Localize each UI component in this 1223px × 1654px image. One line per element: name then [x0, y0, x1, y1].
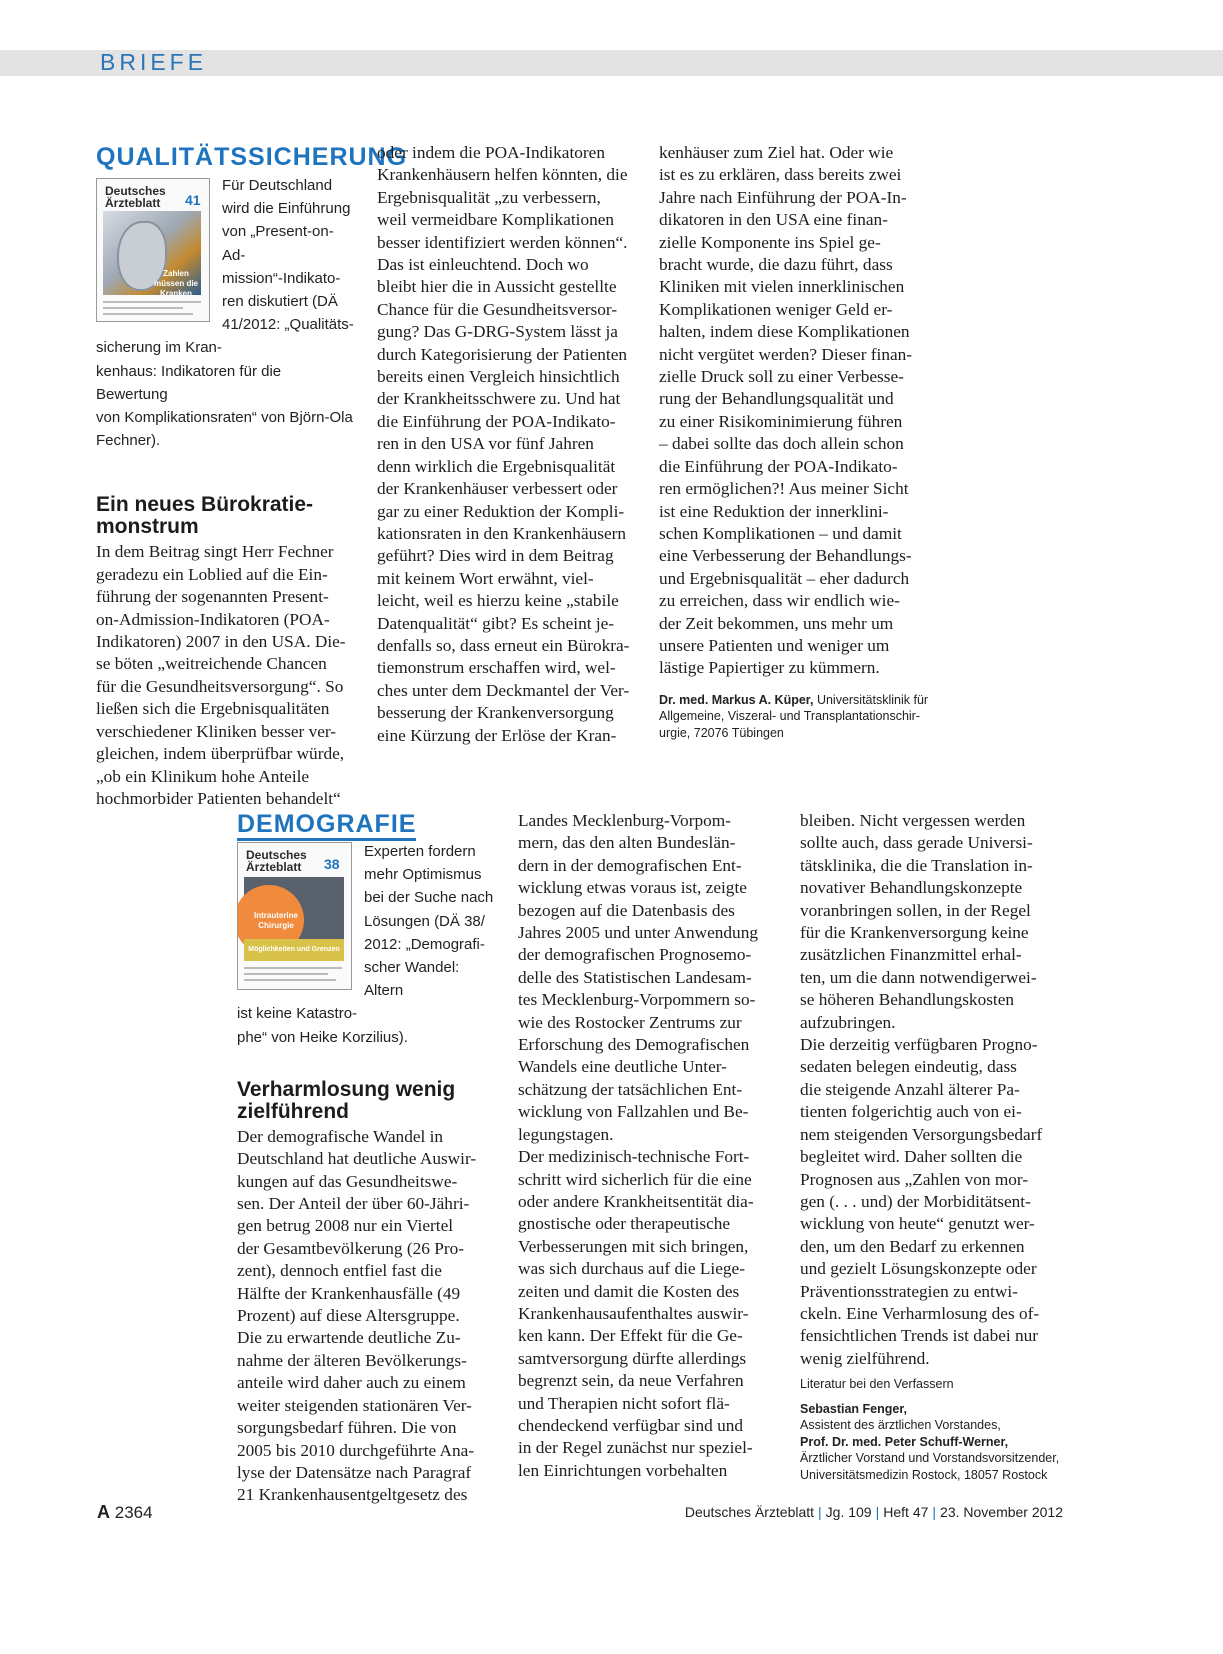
- text-line: sen. Der Anteil der über 60-Jähri-: [237, 1194, 470, 1214]
- text-line: Datenqualität“ gibt? Es scheint je-: [377, 613, 615, 633]
- letter1-rubric: QUALITÄTSSICHERUNG: [96, 143, 408, 171]
- text-line: schen Komplikationen – und damit: [659, 523, 902, 543]
- text-line: samtversorgung dürfte allerdings: [518, 1348, 747, 1368]
- text-line: „ob ein Klinikum hohe Anteile: [96, 766, 310, 786]
- text-line: In dem Beitrag singt Herr Fechner: [96, 542, 334, 562]
- text-line: gung? Das G-DRG-System lässt ja: [377, 322, 618, 342]
- text-line: was sich durchaus auf die Liege-: [518, 1259, 745, 1279]
- letter1-column-2: [377, 142, 639, 747]
- text-line: dern in der demografischen Ent-: [518, 855, 742, 875]
- text-line: der Krankheitsschwere zu. Und hat: [377, 389, 621, 409]
- intro-line: ren diskutiert (DÄ: [222, 293, 338, 311]
- author-name: Sebastian Fenger,: [800, 1401, 907, 1416]
- intro-line: wird die Einführung: [222, 200, 351, 218]
- text-line: ten, um die dann notwendigerwei-: [800, 967, 1037, 987]
- text-line: gar zu einer Reduktion der Kompli-: [377, 501, 625, 521]
- text-line: novativer Behandlungskonzepte: [800, 878, 1023, 898]
- text-line: leicht, weil es hierzu keine „stabile: [377, 591, 619, 611]
- text-line: zu einer Risikominimierung führen: [659, 411, 903, 431]
- text-line: und Therapien nicht sofort flä-: [518, 1393, 730, 1413]
- text-line: rung der Behandlungsqualität und: [659, 389, 894, 409]
- text-line: dikatoren in den USA eine finan-: [659, 210, 888, 230]
- footer-date: 23. November 2012: [940, 1504, 1063, 1520]
- text-line: der Gesamtbevölkerung (26 Pro-: [237, 1238, 464, 1258]
- cover-issue-number: 41: [185, 192, 201, 208]
- text-line: nem steigenden Versorgungsbedarf: [800, 1124, 1043, 1144]
- text-line: die Einführung der POA-Indikato-: [659, 456, 898, 476]
- intro-line: Lösungen (DÄ 38/: [364, 912, 485, 930]
- intro-line: Für Deutschland: [222, 177, 333, 194]
- text-line: Die derzeitig verfügbaren Progno-: [800, 1035, 1038, 1055]
- letter2-column-3: [800, 810, 1072, 1483]
- text-line: 21 Krankenhausentgeltgesetz des: [237, 1485, 468, 1505]
- letter1-signature: [659, 692, 929, 742]
- text-line: geradezu ein Loblied auf die Ein-: [96, 564, 328, 584]
- letter2-body-col3: [800, 810, 1072, 1370]
- letter1-body-col3: [659, 142, 929, 680]
- text-line: bezogen auf die Datenbasis des: [518, 900, 735, 920]
- text-line: chendeckend verfügbar sind und: [518, 1415, 744, 1435]
- text-line: kungen auf das Gesundheitswe-: [237, 1171, 458, 1191]
- text-line: der Zeit bekommen, uns mehr um: [659, 613, 894, 633]
- page-number: A 2364: [97, 1502, 153, 1522]
- intro-line: 41/2012: „Qualitäts-: [222, 316, 354, 334]
- text-line: bereits einen Vergleich hinsichtlich: [377, 367, 620, 387]
- text-line: Jahre nach Einführung der POA-In-: [659, 187, 907, 207]
- text-line: oder indem die POA-Indikatoren: [377, 143, 605, 162]
- text-line: zielle Komponente ins Spiel ge-: [659, 232, 881, 252]
- text-line: wicklung von Fallzahlen und Be-: [518, 1102, 749, 1122]
- author-affiliation: Allgemeine, Viszeral- und Transplantationschir-: [659, 709, 921, 724]
- text-line: Hälfte der Krankenhausfälle (49: [237, 1283, 461, 1303]
- text-line: ken kann. Der Effekt für die Ge-: [518, 1326, 743, 1346]
- cover-footer-line: [103, 313, 193, 315]
- text-line: Prognosen aus „Zahlen von mor-: [800, 1169, 1029, 1189]
- text-line: mern, das den alten Bundeslän-: [518, 833, 736, 853]
- author-name: Prof. Dr. med. Peter Schuff-Werner,: [800, 1434, 1009, 1449]
- text-line: zent), dennoch entfiel fast die: [237, 1261, 442, 1281]
- text-line: tiemonstrum erschaffen wird, wel-: [377, 658, 616, 678]
- letter2-rubric: DEMOGRAFIE: [237, 810, 499, 838]
- text-line: mit keinem Wort erwähnt, viel-: [377, 568, 594, 588]
- text-line: den, um den Bedarf zu erkennen: [800, 1236, 1025, 1256]
- text-line: 2005 bis 2010 durchgeführte Ana-: [237, 1440, 475, 1460]
- text-line: lyse der Datensätze nach Paragraf: [237, 1462, 472, 1482]
- text-line: Der demografische Wandel in: [237, 1126, 444, 1146]
- footer-journal: Deutsches Ärzteblatt: [684, 1504, 815, 1520]
- text-line: kenhäuser zum Ziel hat. Oder wie: [659, 143, 894, 162]
- text-line: Chance für die Gesundheitsversor-: [377, 299, 618, 319]
- text-line: on-Admission-Indikatoren (POA-: [96, 609, 330, 629]
- cover-masthead: Deutsches Ärzteblatt: [246, 848, 307, 874]
- letter2-column-1: [237, 810, 499, 1507]
- text-line: für die Gesundheitsversorgung“. So: [96, 676, 344, 696]
- intro-line: phe“ von Heike Korzilius).: [237, 1028, 408, 1046]
- text-line: bleibt hier die in Aussicht gestellte: [377, 277, 617, 297]
- text-line: Krankenhäusern helfen könnten, die: [377, 165, 628, 185]
- text-line: halten, indem diese Komplikationen: [659, 322, 910, 342]
- text-line: nahme der älteren Bevölkerungs-: [237, 1350, 467, 1370]
- cover-subtitle: Zahlen müssen die Kranken: [153, 269, 198, 298]
- text-line: ren ermöglichen?! Aus meiner Sicht: [659, 479, 909, 499]
- text-line: legungstagen.: [518, 1124, 614, 1144]
- author-name: Dr. med. Markus A. Küper,: [659, 692, 814, 707]
- intro-line: von Komplikationsraten“ von Björn-Ola: [96, 409, 353, 427]
- footer-separator: |: [818, 1504, 822, 1520]
- text-line: aufzubringen.: [800, 1012, 896, 1032]
- intro-line: mehr Optimismus: [364, 866, 482, 884]
- text-line: Die zu erwartende deutliche Zu-: [237, 1328, 461, 1348]
- text-line: besser identifiziert werden können“.: [377, 232, 628, 252]
- text-line: Das ist einleuchtend. Doch wo: [377, 255, 589, 275]
- cover-image: [103, 211, 201, 298]
- letter2-signature: [800, 1401, 1072, 1484]
- text-line: se böten „weitreichende Chancen: [96, 654, 327, 674]
- text-line: Erforschung des Demografischen: [518, 1035, 750, 1055]
- text-line: nicht vergütet werden? Dieser finan-: [659, 344, 913, 364]
- author-address: Universitätsmedizin Rostock, 18057 Rostock: [800, 1467, 1048, 1482]
- text-line: zusätzlichen Finanzmittel erhal-: [800, 945, 1022, 965]
- text-line: wie des Rostocker Zentrums zur: [518, 1012, 742, 1032]
- text-line: denn wirklich die Ergebnisqualität: [377, 456, 616, 476]
- text-line: sedaten belegen eindeutig, dass: [800, 1057, 1017, 1077]
- text-line: führung der sogenannten Present-: [96, 587, 329, 607]
- intro-line: Fechner).: [96, 432, 161, 450]
- text-line: weiter steigenden stationären Ver-: [237, 1395, 472, 1415]
- text-line: sollte auch, dass gerade Universi-: [800, 833, 1033, 853]
- section-title: BRIEFE: [100, 49, 208, 75]
- letter1-cover-thumbnail: [96, 178, 210, 322]
- letter2-cover-thumbnail: [237, 842, 352, 990]
- footer-separator: |: [932, 1504, 937, 1520]
- intro-line: Experten fordern: [364, 843, 476, 860]
- text-line: der Krankenhäuser verbessert oder: [377, 479, 618, 499]
- text-line: zu erreichen, dass wir endlich wie-: [659, 591, 900, 611]
- text-line: weil vermeidbare Komplikationen: [377, 210, 615, 230]
- text-line: ließen sich die Ergebnisqualitäten: [96, 699, 330, 719]
- text-line: tätsklinika, die die Translation in-: [800, 855, 1033, 875]
- text-line: in der Regel zunächst nur speziel-: [518, 1438, 753, 1458]
- cover-subtitle: Möglichkeiten und Grenzen: [248, 946, 340, 953]
- text-line: wenig zielführend.: [800, 1348, 930, 1368]
- text-line: bracht wurde, die dazu führt, dass: [659, 255, 893, 275]
- text-line: voranbringen sollen, in der Regel: [800, 900, 1031, 920]
- text-line: geführt? Dies wird in dem Beitrag: [377, 546, 614, 566]
- text-line: gnostische oder therapeutische: [518, 1214, 731, 1234]
- text-line: Jahres 2005 und unter Anwendung: [518, 923, 758, 943]
- text-line: Ergebnisqualität „zu verbessern,: [377, 187, 601, 207]
- text-line: ist eine Reduktion der innerklini-: [659, 501, 889, 521]
- text-line: eine Kürzung der Erlöse der Kran-: [377, 725, 617, 745]
- footer-volume: Jg. 109: [825, 1504, 872, 1520]
- intro-line: 2012: „Demografi-: [364, 935, 485, 953]
- cover-masthead: Deutsches Ärzteblatt: [105, 184, 166, 210]
- text-line: se höheren Behandlungskosten: [800, 990, 1015, 1010]
- text-line: der demografischen Prognosemo-: [518, 945, 752, 965]
- author-affiliation: Universitätsklinik für: [816, 692, 929, 707]
- letter2-body-col1: [237, 1126, 499, 1507]
- letter1-column-3: [659, 142, 929, 741]
- text-line: gen betrug 2008 nur ein Viertel: [237, 1216, 454, 1236]
- text-line: verschiedener Kliniken besser ver-: [96, 721, 337, 741]
- text-line: zielle Druck soll zu einer Verbesse-: [659, 367, 904, 387]
- text-line: Präventionsstrategien zu entwi-: [800, 1281, 1018, 1301]
- cover-footer-line: [244, 979, 336, 981]
- text-line: bleiben. Nicht vergessen werden: [800, 811, 1026, 830]
- text-line: delle des Statistischen Landesam-: [518, 967, 752, 987]
- cover-footer-line: [103, 307, 183, 309]
- text-line: len Einrichtungen vorbehalten: [518, 1460, 728, 1480]
- text-line: hochmorbider Patienten behandelt“: [96, 788, 341, 808]
- text-line: oder andere Krankheitsentität dia-: [518, 1191, 754, 1211]
- letter2-intro: [237, 840, 499, 1049]
- intro-line: ist keine Katastro-: [237, 1005, 358, 1023]
- letter1-body-col1: [96, 541, 354, 810]
- text-line: gen (. . . und) der Morbiditätsent-: [800, 1191, 1031, 1211]
- text-line: kationsraten in den Krankenhäusern: [377, 523, 627, 543]
- text-line: tienten folgerichtig auch von ei-: [800, 1102, 1022, 1122]
- text-line: eine Verbesserung der Behandlungs-: [659, 546, 912, 566]
- text-line: schätzung der tatsächlichen Ent-: [518, 1079, 743, 1099]
- text-line: die Einführung der POA-Indikato-: [377, 411, 616, 431]
- text-line: ckeln. Eine Verharmlosung des of-: [800, 1303, 1040, 1323]
- text-line: durch Kategorisierung der Patienten: [377, 344, 628, 364]
- text-line: und gezielt Lösungskonzepte oder: [800, 1259, 1037, 1279]
- text-line: ren in den USA vor fünf Jahren: [377, 434, 594, 454]
- text-line: Wandels eine deutliche Unter-: [518, 1057, 727, 1077]
- text-line: lästige Papiertiger zu kümmern.: [659, 658, 880, 678]
- text-line: denfalls so, dass erneut ein Bürokra-: [377, 635, 630, 655]
- author-affiliation: urgie, 72076 Tübingen: [659, 725, 784, 740]
- text-line: Der medizinisch-technische Fort-: [518, 1147, 750, 1167]
- intro-line: bei der Suche nach: [364, 889, 494, 907]
- text-line: begleitet wird. Daher sollten die: [800, 1147, 1023, 1167]
- text-line: sorgungsbedarf führen. Die von: [237, 1418, 457, 1438]
- cover-subtitle: Intrauterine Chirurgie: [253, 911, 298, 930]
- text-line: Kliniken mit vielen innerklinischen: [659, 277, 905, 297]
- footer-issue: Heft 47: [883, 1504, 929, 1520]
- footer-citation: [685, 1504, 1063, 1520]
- text-line: Komplikationen weniger Geld er-: [659, 299, 893, 319]
- author-role: Ärztlicher Vorstand und Vorstandsvorsitzender,: [800, 1451, 1060, 1466]
- text-line: Deutschland hat deutliche Auswir-: [237, 1149, 477, 1169]
- text-line: unsere Patienten und weniger um: [659, 635, 890, 655]
- letter2-headline: Verharmlosung wenig zielführend: [237, 1077, 456, 1123]
- text-line: Verbesserungen mit sich bringen,: [518, 1236, 749, 1256]
- letter1-column-1: [96, 142, 408, 810]
- cover-footer-line: [244, 973, 328, 975]
- author-role: Assistent des ärztlichen Vorstandes,: [800, 1418, 1001, 1433]
- text-line: Indikatoren) 2007 in den USA. Die-: [96, 632, 346, 652]
- intro-line: kenhaus: Indikatoren für die Bewertung: [96, 362, 282, 403]
- cover-footer-line: [244, 967, 342, 969]
- letter2-literature-note: Literatur bei den Verfassern: [800, 1377, 954, 1392]
- text-line: ist es zu erklären, dass bereits zwei: [659, 165, 902, 185]
- text-line: und Ergebnisqualität – eher dadurch: [659, 568, 910, 588]
- text-line: wicklung von heute“ genutzt wer-: [800, 1214, 1035, 1234]
- intro-line: mission“-Indikato-: [222, 269, 341, 287]
- intro-line: von „Present-on-Ad-: [222, 223, 334, 264]
- letter2-column-2: [518, 810, 780, 1482]
- text-line: zeiten und damit die Kosten des: [518, 1281, 740, 1301]
- text-line: tes Mecklenburg-Vorpommern so-: [518, 990, 756, 1010]
- text-line: begrenzt sein, da neue Verfahren: [518, 1371, 744, 1391]
- cover-issue-number: 38: [324, 856, 340, 872]
- text-line: die steigende Anzahl älterer Pa-: [800, 1079, 1020, 1099]
- text-line: gleichen, indem überprüfbar würde,: [96, 744, 345, 764]
- text-line: anteile wird daher auch zu einem: [237, 1373, 466, 1393]
- letter1-intro: [96, 174, 354, 452]
- text-line: Krankenhausaufenthaltes auswir-: [518, 1303, 749, 1323]
- letter1-headline: Ein neues Bürokratie- monstrum: [96, 493, 314, 539]
- cover-image: [244, 877, 344, 961]
- text-line: für die Krankenversorgung keine: [800, 923, 1029, 943]
- intro-line: sicherung im Kran-: [96, 339, 222, 357]
- text-line: Prozent) auf diese Altersgruppe.: [237, 1306, 460, 1326]
- cover-footer-line: [103, 301, 201, 303]
- text-line: fensichtlichen Trends ist dabei nur: [800, 1326, 1039, 1346]
- text-line: – dabei sollte das doch allein schon: [659, 434, 904, 454]
- text-line: besserung der Krankenversorgung: [377, 703, 614, 723]
- text-line: ches unter dem Deckmantel der Ver-: [377, 680, 630, 700]
- text-line: Landes Mecklenburg-Vorpom-: [518, 811, 731, 830]
- footer-separator: |: [875, 1504, 880, 1520]
- text-line: schritt wird sicherlich für die eine: [518, 1169, 752, 1189]
- intro-line: scher Wandel: Altern: [364, 959, 460, 1000]
- text-line: wicklung etwas voraus ist, zeigte: [518, 878, 747, 898]
